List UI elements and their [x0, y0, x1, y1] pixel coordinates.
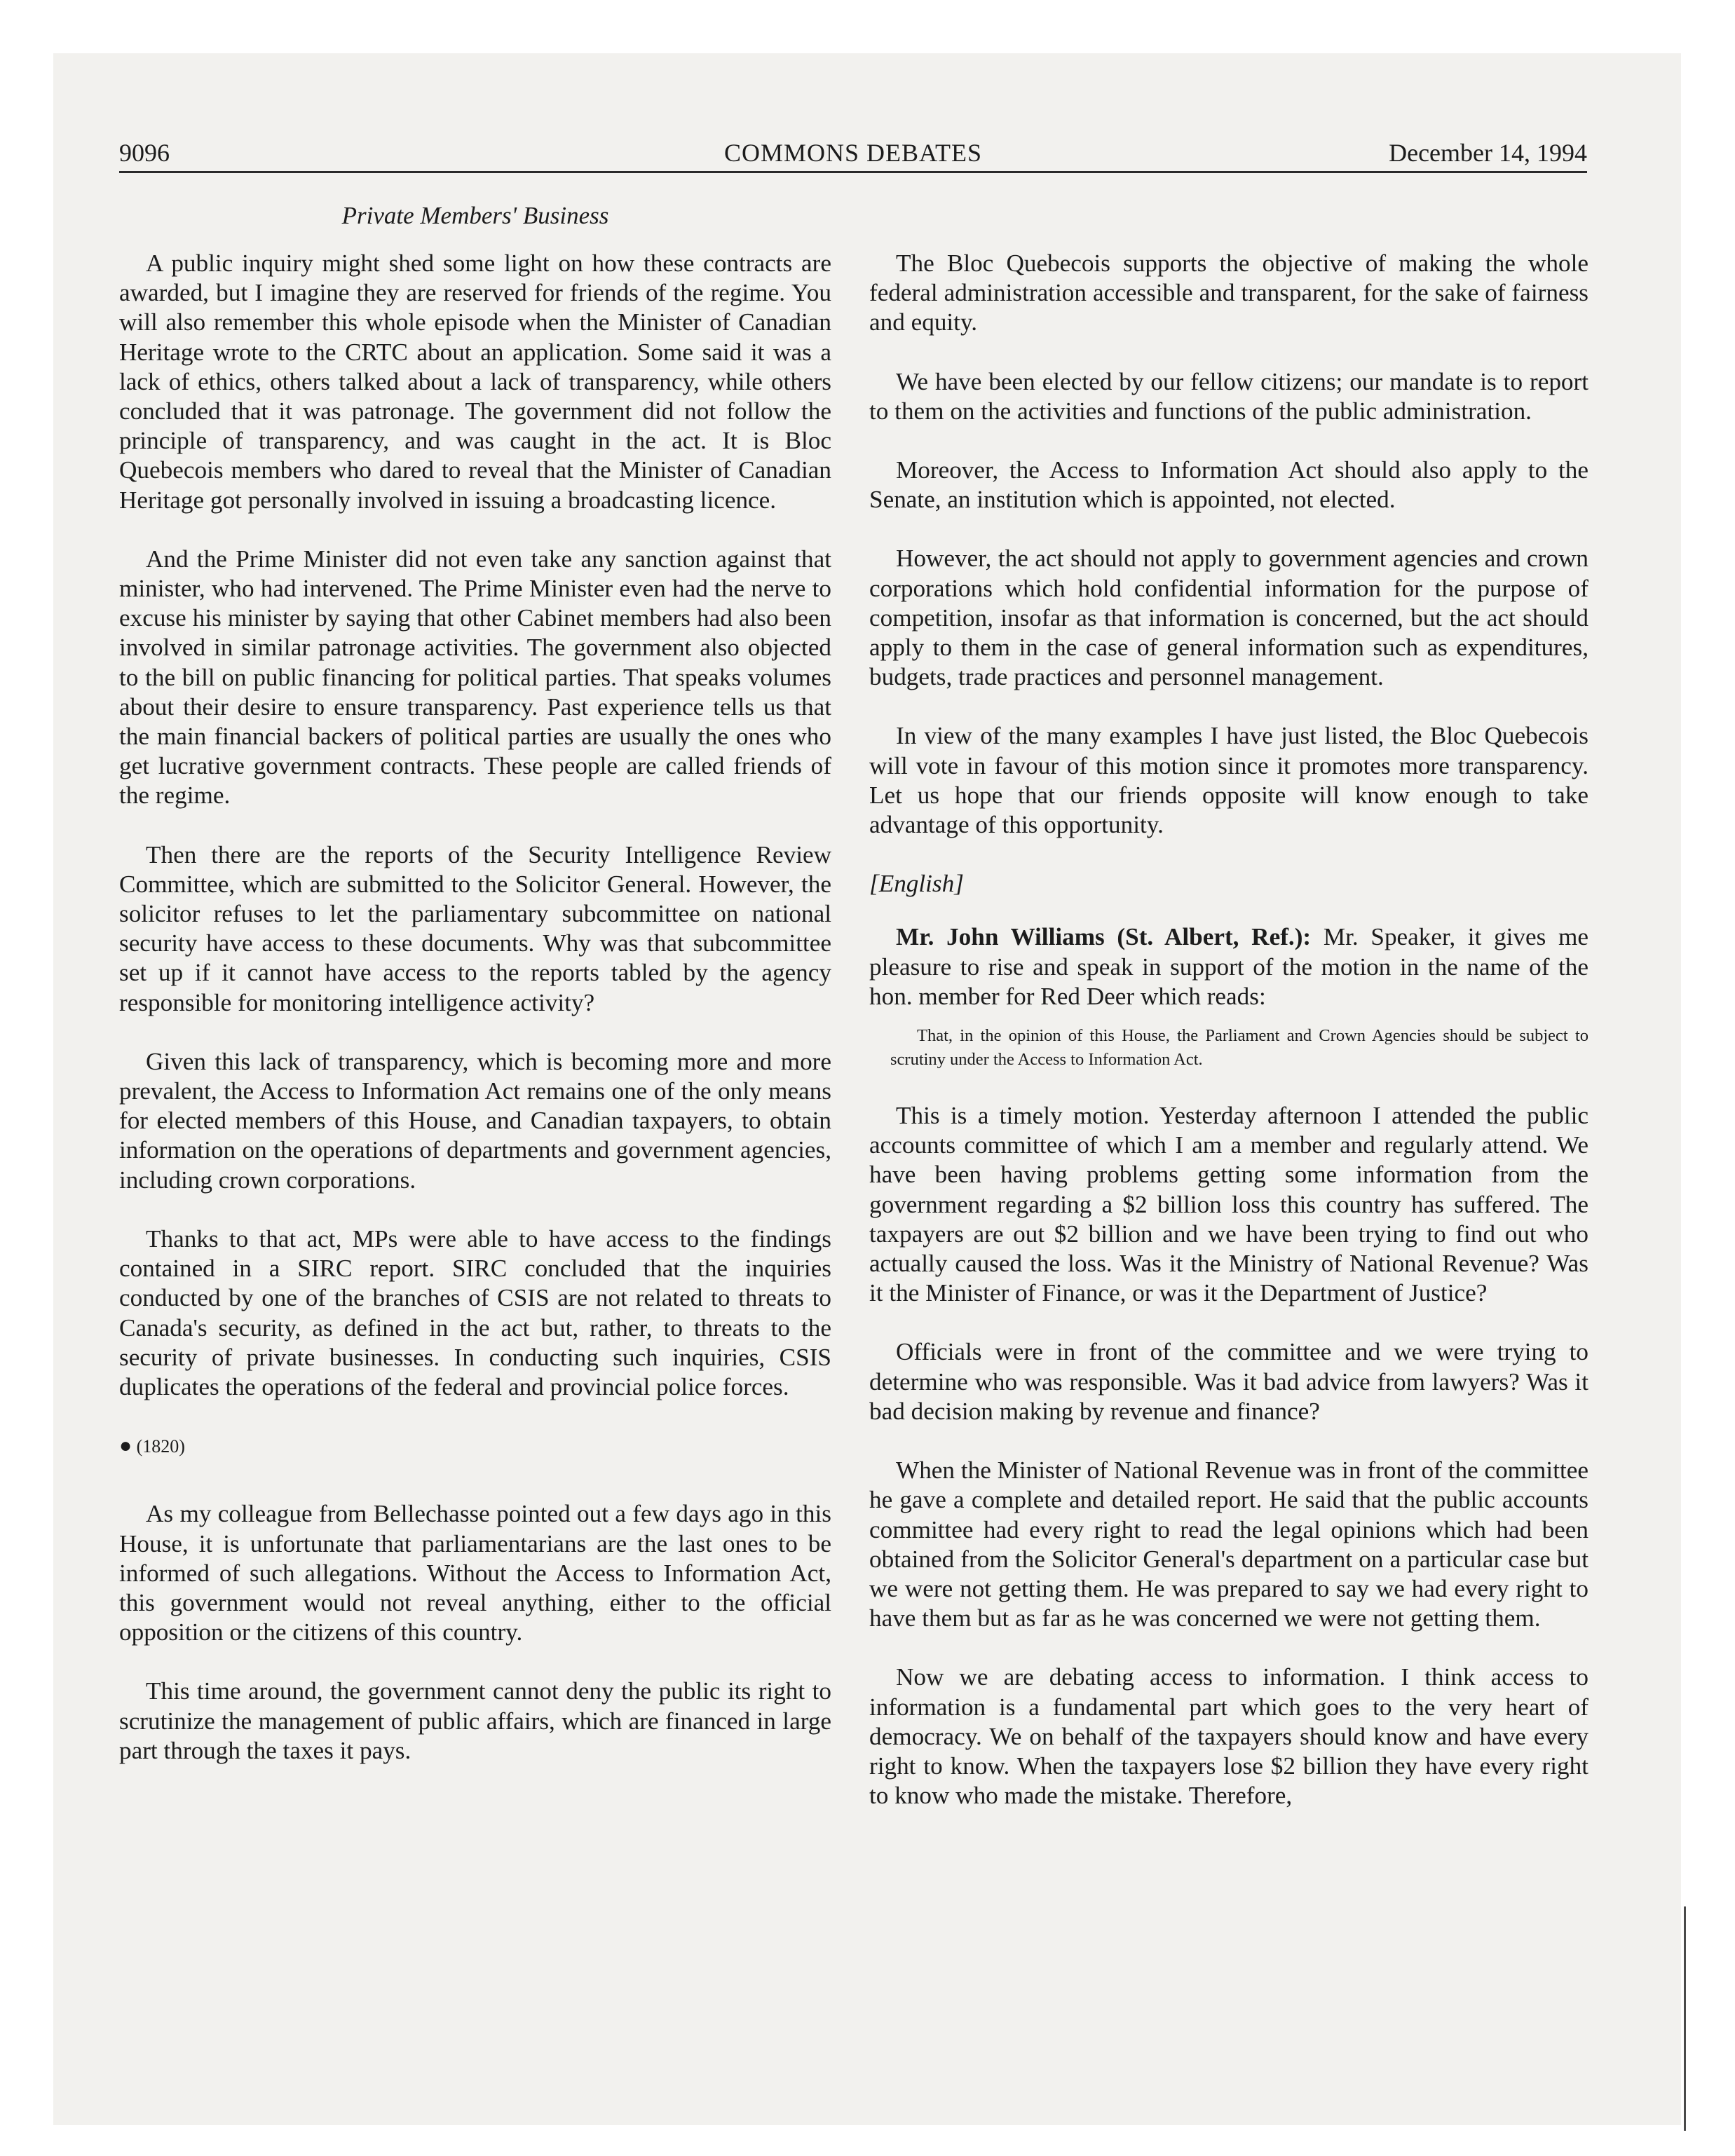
paragraph: And the Prime Minister did not even take any sanction against that minister, who had intervened. The Prime Minister even had the nerve to excuse his minister by saying that other Cabinet members had also been involved in similar patronage activities. The government also objected to the bill on public financing for political parties. That speaks volumes about their desire to ensure transparency. Past experience tells us that the main financial backers of political parties are usually the ones who get lucrative government contracts. These people are called friends of the regime.	[119, 545, 831, 810]
time-marker	[119, 1431, 831, 1461]
header-rule	[119, 171, 1587, 173]
left-column	[119, 249, 831, 1795]
publication-title: COMMONS DEBATES	[723, 139, 983, 167]
page-header	[119, 133, 1587, 172]
paragraph: However, the act should not apply to government agencies and crown corporations which hold confidential information for the purpose of competition, insofar as that information is concerned, but the act should apply to them in the case of general information such as expenditures, budgets, trade practices and personnel management.	[869, 545, 1588, 691]
paragraph: Moreover, the Access to Information Act should also apply to the Senate, an institution which is appointed, not elected.	[869, 456, 1588, 514]
language-tag: [English]	[869, 870, 964, 898]
paragraph: In view of the many examples I have just listed, the Bloc Quebecois will vote in favour of this motion since it promotes more transparency. Let us hope that our friends opposite will know enough to take advantage of this opportunity.	[869, 722, 1588, 839]
paragraph: Then there are the reports of the Security Intelligence Review Committee, which are submitted to the Solicitor General. However, the solicitor refuses to let the parliamentary subcommittee on national security have access to these documents. Why was that subcommittee set up if it cannot have access to the reports tabled by the agency responsible for monitoring intelligence activity?	[119, 840, 831, 1016]
paragraph: Now we are debating access to information. I think access to information is a fundamental part which goes to the very heart of democracy. We on behalf of the taxpayers should know and have every right to know. When the taxpayers lose $2 billion they have every right to know who made the mistake. Therefore,	[869, 1663, 1588, 1810]
page-date: December 14, 1994	[1389, 139, 1587, 167]
motion-quote: That, in the opinion of this House, the Parliament and Crown Agencies should be subject to scrutiny under the Access to Information Act.	[890, 1026, 1588, 1070]
bullet-icon: ●	[119, 1434, 132, 1458]
scan-edge-line	[1684, 1906, 1686, 2131]
paragraph: A public inquiry might shed some light on how these contracts are awarded, but I imagine they are reserved for friends of the regime. You will also remember this whole episode when the Minister of Canadian Heritage wrote to the CRTC about an application. Some said it was a lack of ethics, others talked about a lack of transparency, while others concluded that it was patronage. The government did not follow the principle of transparency, and was caught in the act. It is Bloc Quebecois members who dared to reveal that the Minister of Canadian Heritage got personally involved in issuing a broadcasting licence.	[119, 250, 831, 514]
speech-text: Mr. Speaker, it gives me pleasure to rise and speak in support of the motion in the name of the hon. member for Red Deer which reads:	[869, 923, 1588, 1010]
page-number: 9096	[119, 139, 170, 167]
right-column	[869, 249, 1588, 1840]
time-marker-text: (1820)	[136, 1436, 185, 1457]
paragraph: The Bloc Quebecois supports the objective of making the whole federal administration accessible and transparent, for the sake of fairness and equity.	[869, 250, 1588, 336]
section-heading: Private Members' Business	[341, 202, 609, 229]
speech-paragraph	[869, 922, 1588, 1011]
paragraph: Given this lack of transparency, which is becoming more and more prevalent, the Access to Information Act remains one of the only means for elected members of this House, and Canadian taxpayers, to obtain information on the operations of departments and government agencies, including crown corporations.	[119, 1047, 831, 1194]
paragraph: This is a timely motion. Yesterday afternoon I attended the public accounts committee of which I am a member and regularly attend. We have been having problems getting some information from the government regarding a $2 billion loss this country has suffered. The taxpayers are out $2 billion and we have been trying to find out who actually caused the loss. Was it the Ministry of National Revenue? Was it the Minister of Finance, or was it the Department of Justice?	[869, 1102, 1588, 1307]
paragraph: We have been elected by our fellow citizens; our mandate is to report to them on the activities and functions of the public administration.	[869, 367, 1588, 425]
paragraph: When the Minister of National Revenue was in front of the committee he gave a complete and detailed report. He said that the public accounts committee had every right to read the legal opinions which had been obtained from the Solicitor General's department on a particular case but we were not getting them. He was prepared to say we had every right to have them but as far as he was concerned we were not getting them.	[869, 1456, 1588, 1632]
paragraph: Officials were in front of the committee and we were trying to determine who was responsible. Was it bad advice from lawyers? Was it bad decision making by revenue and finance?	[869, 1338, 1588, 1425]
paragraph: As my colleague from Bellechasse pointed out a few days ago in this House, it is unfortunate that parliamentarians are the last ones to be informed of such allegations. Without the Access to Information Act, this government would not reveal anything, either to the official opposition or the citizens of this country.	[119, 1500, 831, 1646]
paragraph: Thanks to that act, MPs were able to have access to the findings contained in a SIRC report. SIRC concluded that the inquiries conducted by one of the branches of CSIS are not related to threats to Canada's security, as defined in the act but, rather, to threats to the security of private businesses. In conducting such inquiries, CSIS duplicates the operations of the federal and provincial police forces.	[119, 1224, 831, 1400]
paragraph: This time around, the government cannot deny the public its right to scrutinize the management of public affairs, which are financed in large part through the taxes it pays.	[119, 1677, 831, 1764]
speaker-name: Mr. John Williams (St. Albert, Ref.):	[896, 923, 1312, 951]
